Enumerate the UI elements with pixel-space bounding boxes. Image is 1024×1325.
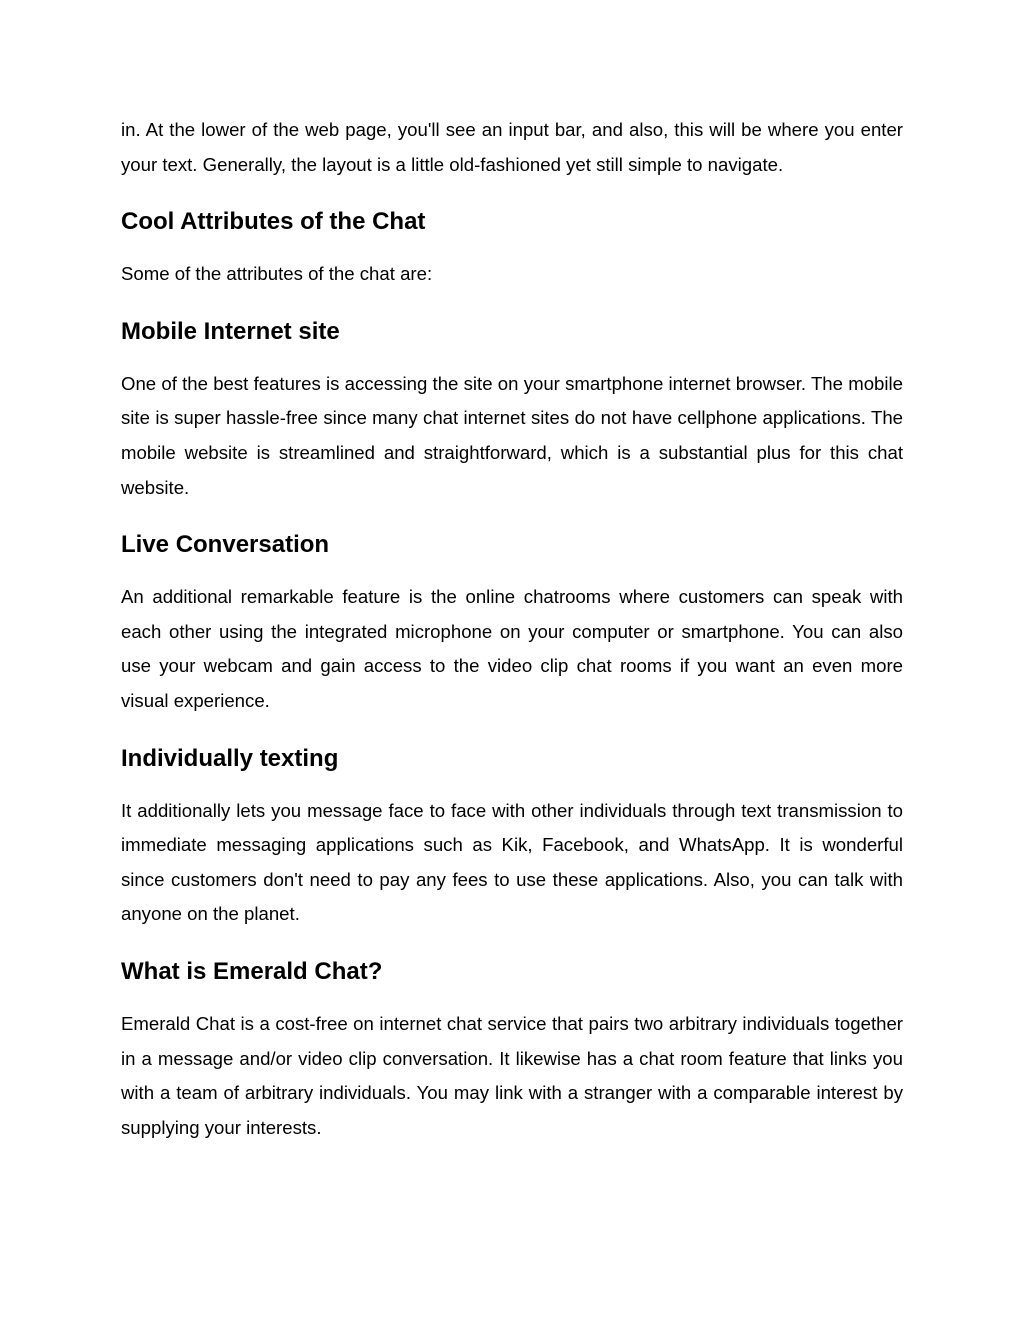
intro-paragraph: in. At the lower of the web page, you'll see an input bar, and also, this will be where you enter your text. Generally, the layout is a little old-fashioned yet still simple to navigate. [121,119,903,175]
section-heading-mobile-site: Mobile Internet site [121,317,340,345]
section-body-live-conversation: An additional remarkable feature is the online chatrooms where customers can speak with each other using the integrated microphone on your computer or smartphone. You can also use your webcam and gain access to the video clip chat rooms if you want an even more visual experience. [121,586,903,711]
section-body-mobile-site: One of the best features is accessing the site on your smartphone internet browser. The mobile site is super hassle-free since many chat internet sites do not have cellphone applications. The mobile website is streamlined and straightforward, which is a substantial plus for this chat website. [121,372,903,498]
section-heading-live-conversation: Live Conversation [121,531,330,559]
section-body-attributes: Some of the attributes of the chat are: [121,263,433,285]
section-heading-attributes: Cool Attributes of the Chat [121,208,426,236]
section-body-what-is-emerald-chat: Emerald Chat is a cost-free on internet chat service that pairs two arbitrary individuals together in a message and/or video clip conversation. It likewise has a chat room feature that links you with a team of arbitrary individuals. You may link with a stranger with a comparable interest by supplying your interests. [121,1012,903,1138]
section-body-individually-texting: It additionally lets you message face to face with other individuals through text transmission to immediate messaging applications such as Kik, Facebook, and WhatsApp. It is wonderful since customers don't need to pay any fees to use these applications. Also, you can talk with anyone on the planet. [121,799,903,925]
section-heading-individually-texting: Individually texting [121,744,339,772]
document-page [121,113,903,1145]
section-heading-what-is-emerald-chat: What is Emerald Chat? [121,957,383,985]
